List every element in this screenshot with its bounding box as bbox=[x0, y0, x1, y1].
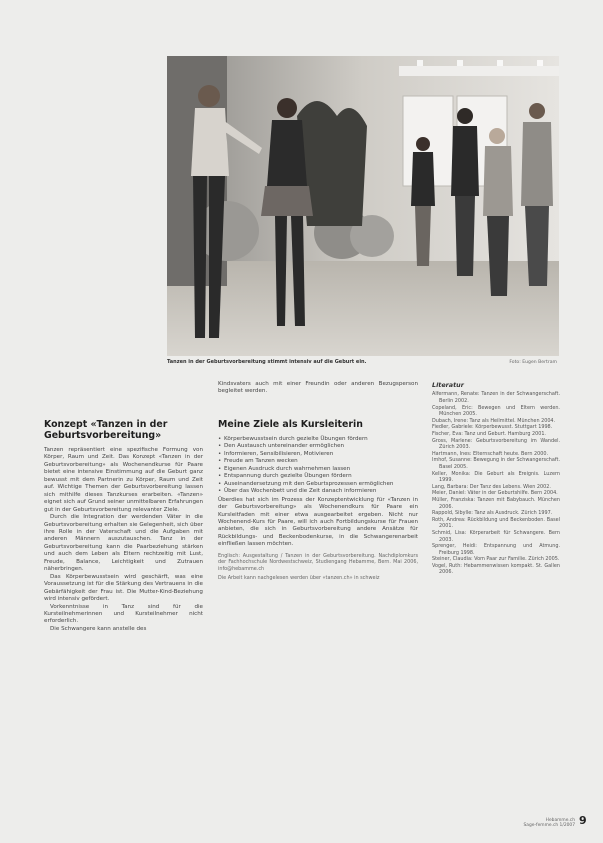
paragraph: Das Körperbewusstsein wird geschärft, was eine Voraussetzung ist für die Stärkung des Vertrauens in die Gebärfähigkeit der Frau ist. Die Mutter-Kind-Beziehung wird intensiv gefördert. bbox=[44, 573, 203, 603]
column-2-body bbox=[218, 436, 418, 581]
list-item: • Freude am Tanzen wecken bbox=[218, 458, 418, 465]
list-item: • Den Austausch untereinander ermöglichen bbox=[218, 443, 418, 450]
photo-illustration bbox=[167, 56, 559, 356]
literature-item: Sprenger, Heidi: Entspannung und Atmung. Freiburg 1998. bbox=[432, 543, 560, 556]
literature-item: Keller, Monika: Die Geburt als Ereignis. Luzern 1999. bbox=[432, 470, 560, 484]
literature-item: Hartmann, Ines: Elternschaft heute. Bern 2000. bbox=[432, 450, 549, 457]
paragraph: Überdies hat sich im Prozess der Konzeptentwicklung für «Tanzen in der Geburtsvorbereitung» als Wochenendkurs für Paare ein Kursleitfaden mit einer etwa ausgearbeitet ergeben. Nicht nur Wochenend-Kurs für Paare, will ich auch Fortbildungskurse für Frauen anbieten, die sich in Geburtsvorbereitung andere Ansätze für Rückbildungs- und Beckenbodenkurse, in die Schwangerenarbeit einfließen lassen möchten. bbox=[218, 496, 418, 548]
paragraph: Tanzen repräsentiert eine spezifische Formung von Körper, Raum und Zeit. Das Konzept «Tanzen in der Geburtsvorbereitung» als Wochenendkurse für Paare bietet eine intensive Einstimmung auf die Geburt ganz bewusst mit dem Partnerin zu Körper, Raum und Zeit auf. Wichtige Themen der Geburtsvorbereitung lassen sich mithilfe dieses Tanzkurses erarbeiten. «Tanzen» eignet sich auf Grund seiner unmittelbaren Erfahrungen gut in der Geburtsvorbereitung relevanter Ziele. bbox=[44, 447, 203, 513]
literature-item: Alfermann, Renate: Tanzen in der Schwangerschaft. Berlin 2002. bbox=[432, 391, 560, 405]
reference-note: Die Arbeit kann nachgelesen werden über «tanzen.ch» in schweiz bbox=[218, 575, 380, 582]
literature-item: Roth, Andrea: Rückbildung und Beckenboden. Basel 2001. bbox=[432, 516, 560, 530]
paragraph: Die Schwangere kann anstelle des bbox=[50, 625, 147, 632]
footer-line: Hebamme.ch bbox=[545, 818, 575, 823]
page-footer bbox=[495, 818, 575, 829]
list-item: • Auseinandersetzung mit den Geburtsprozessen ermöglichen bbox=[218, 481, 418, 488]
paragraph: Durch die Integration der werdenden Väter in die Geburtsvorbereitung erhalten sie Gelegenheit, sich über ihre Rolle in der Vaterschaft und die Aufgaben mit anderen Männern auszutauschen. Tanz in der Geburtsvorbereitung kann die Paarbeziehung stärken und auch dem Leben als Eltern rechtzeitig mit Lust, Freude, Balance, Leichtigkeit und Zutrauen näherbringen. bbox=[44, 514, 203, 573]
literature-column bbox=[432, 382, 560, 576]
literature-item: Schmid, Lisa: Körperarbeit für Schwangere. Bern 2003. bbox=[432, 529, 560, 543]
list-item: • Informieren, Sensibilisieren, Motivieren bbox=[218, 451, 418, 458]
photo-caption-bar bbox=[167, 358, 559, 368]
literature-item: Imhof, Susanne: Bewegung in der Schwangerschaft. Basel 2005. bbox=[432, 457, 560, 470]
paragraph: Vorkenntnisse in Tanz sind für die Kursteilnehmerinnen und Kursteilnehmer nicht erforderlich. bbox=[44, 603, 203, 625]
goals-list bbox=[218, 436, 418, 496]
literature-item: Lang, Barbara: Der Tanz des Lebens. Wien 2002. bbox=[432, 483, 551, 490]
column-1-bottom bbox=[44, 447, 203, 633]
literature-item: Copeland, Eric: Bewegen und Eltern werden. München 2005. bbox=[432, 404, 560, 418]
author-note: Englisch: Ausgestaltung / Tanzen in der Geburtsvorbereitung. Nachdiplomkurs der Fachhochschule Nordwestschweiz, Studiengang Hebamme, Bern. Mai 2006, info@hebamme.ch bbox=[218, 552, 418, 572]
literature-item: Gross, Marlene: Geburtsvorbereitung im Wandel. Zürich 2003. bbox=[432, 437, 560, 451]
literature-item: Dubach, Irene: Tanz als Heilmittel. München 2004. bbox=[432, 417, 556, 424]
section-heading-goals: Meine Ziele als Kursleiterin bbox=[218, 419, 363, 430]
dance-class-photo bbox=[167, 56, 559, 356]
footer-line: Sage-femme.ch 1/2007 bbox=[523, 823, 575, 829]
literature-item: Fiedler, Gabriele: Körperbewusst. Stuttgart 1998. bbox=[432, 424, 553, 431]
column-2-top bbox=[218, 381, 418, 396]
list-item: • Eigenen Ausdruck durch wahrnehmen lassen bbox=[218, 466, 418, 473]
literature-item: Müller, Franziska: Tanzen mit Babybauch. München 2006. bbox=[432, 496, 560, 510]
literature-title: Literatur bbox=[432, 381, 464, 389]
page-number: 9 bbox=[579, 814, 587, 827]
literature-item: Rappold, Sibylle: Tanz als Ausdruck. Zürich 1997. bbox=[432, 510, 553, 517]
photo-caption: Tanzen in der Geburtsvorbereitung stimmt intensiv auf die Geburt ein. bbox=[167, 359, 367, 365]
list-item: • Entspannung durch gezielte Übungen fördern bbox=[218, 473, 418, 480]
list-item: • Über das Wochenbett und die Zeit danach informieren bbox=[218, 488, 418, 495]
list-item: • Körperbewusstsein durch gezielte Übungen fördern bbox=[218, 436, 418, 443]
paragraph: Kindsvaters auch mit einer Freundin oder anderen Bezugsperson begleitet werden. bbox=[218, 381, 418, 395]
literature-item: Steiner, Claudia: Vom Paar zur Familie. Zürich 2005. bbox=[432, 556, 560, 563]
literature-item: Fischer, Eva: Tanz und Geburt. Hamburg 2001. bbox=[432, 431, 546, 438]
section-heading-concept: Konzept «Tanzen in der Geburtsvorbereitung» bbox=[44, 419, 168, 441]
literature-item: Vogel, Ruth: Hebammenwissen kompakt. St. Gallen 2006. bbox=[432, 562, 560, 576]
photo-credit: Foto: Eugen Bertram bbox=[509, 360, 557, 365]
literature-item: Meier, Daniel: Väter in der Geburtshilfe. Bern 2004. bbox=[432, 490, 558, 497]
